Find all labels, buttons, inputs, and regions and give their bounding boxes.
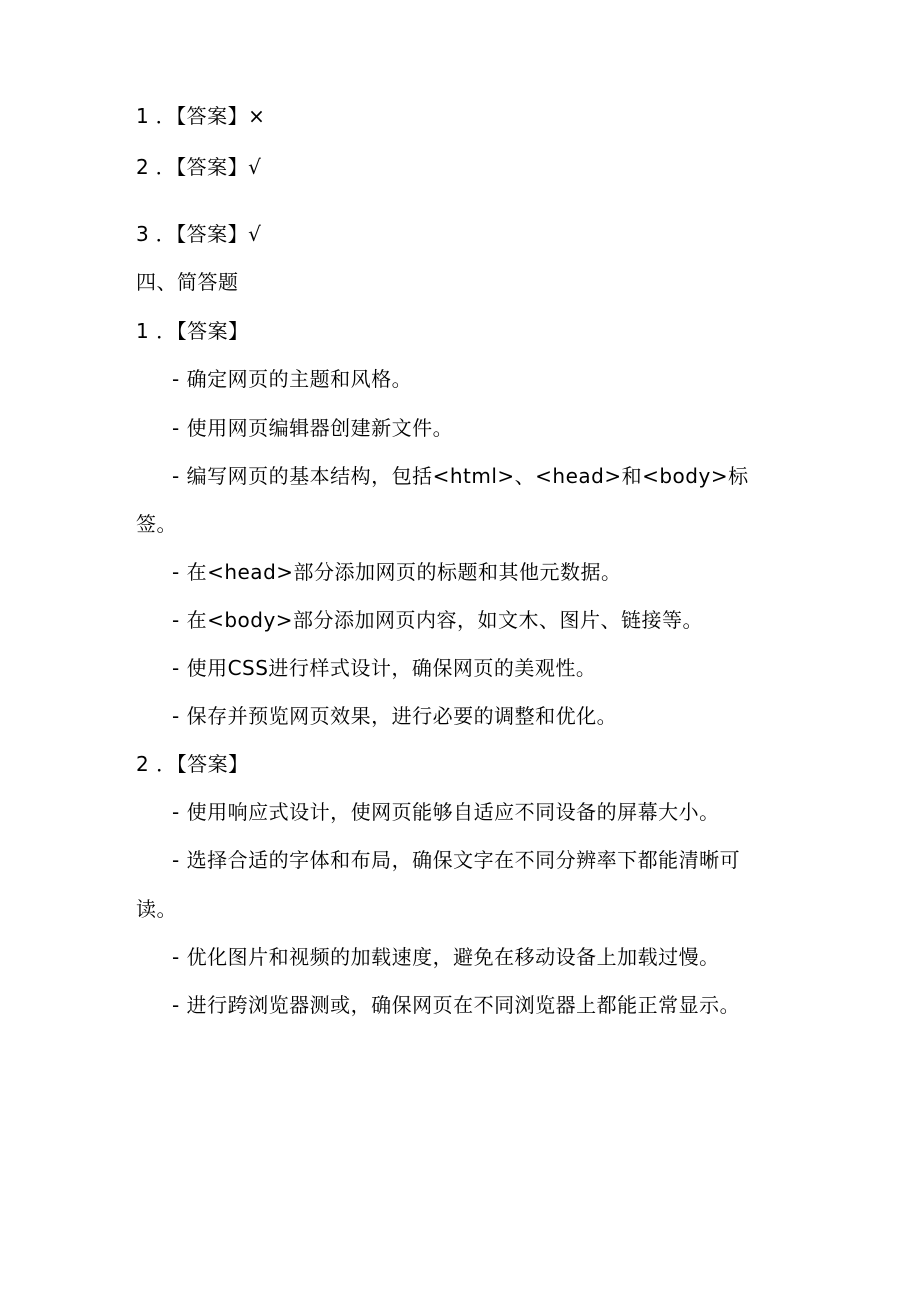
q1-point-3: - 编写网页的基本结构，包括<html>、<head>和<body>标 [172,464,749,488]
tf-answer-3-number: 3 [136,222,149,246]
q2-point-2-continued: 读。 [136,897,177,921]
tf-answer-2-text: ．【答案】√ [155,155,262,179]
q1-point-3-continued: 签。 [136,512,177,536]
tf-answer-1-text: ．【答案】× [155,104,266,128]
q1-point-4: - 在<head>部分添加网页的标题和其他元数据。 [172,560,622,584]
q1-point-6: - 使用CSS进行样式设计，确保网页的美观性。 [172,656,597,680]
tf-answer-1 [136,104,265,128]
q2-point-1: - 使用响应式设计，使网页能够自适应不同设备的屏幕大小。 [172,800,720,824]
q2-answer-label: 2 ．【答案】 [136,752,249,776]
section-heading: 四、简答题 [136,270,239,294]
q1-point-2: - 使用网页编辑器创建新文件。 [172,416,454,440]
q1-point-5: - 在<body>部分添加网页内容，如文木、图片、链接等。 [172,608,704,632]
tf-answer-2-number: 2 [136,155,149,179]
tf-answer-1-number: 1 [136,104,149,128]
tf-answer-2 [136,155,261,179]
q2-point-4: - 进行跨浏览器测或，确保网页在不同浏览器上都能正常显示。 [172,993,741,1017]
q1-point-1: - 确定网页的主题和风格。 [172,367,413,391]
q2-point-3: - 优化图片和视频的加载速度，避免在移动设备上加载过慢。 [172,945,720,969]
q1-answer-label: 1 ．【答案】 [136,319,249,343]
tf-answer-3-text: ．【答案】√ [155,222,262,246]
tf-answer-3 [136,222,261,246]
q2-point-2: - 选择合适的字体和布局，确保文字在不同分辨率下都能清晰可 [172,848,741,872]
q1-point-7: - 保存并预览网页效果，进行必要的调整和优化。 [172,704,618,728]
